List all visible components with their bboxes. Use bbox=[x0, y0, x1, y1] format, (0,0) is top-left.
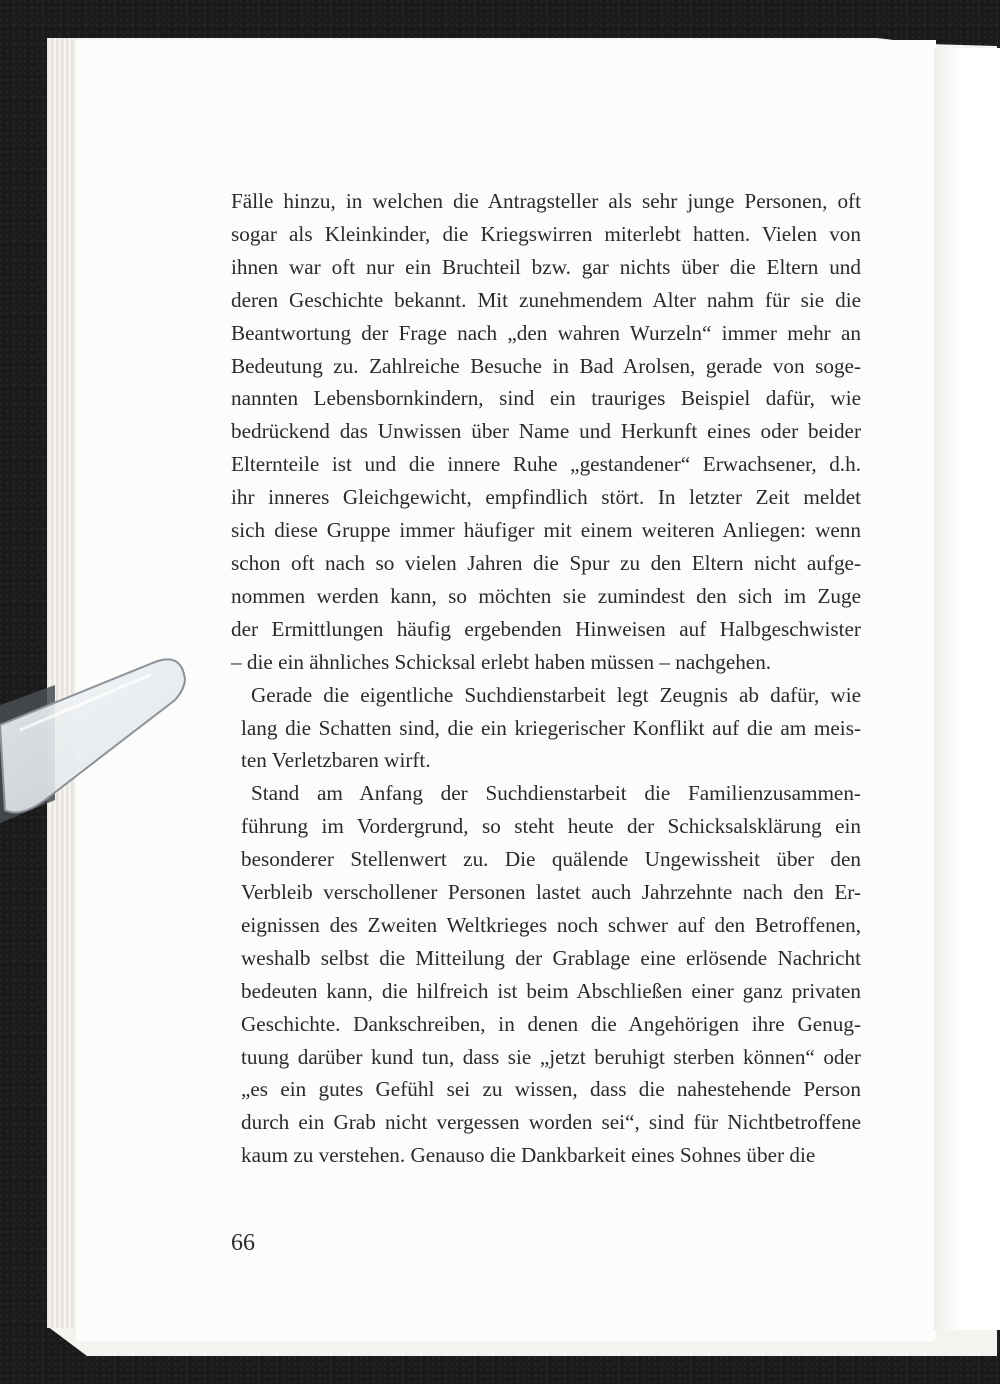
text-line: Fälle hinzu, in welchen die Antragsteller als sehr junge Personen, oft bbox=[231, 189, 861, 213]
text-line: bedrückend das Unwissen über Name und Herkunft eines oder beider bbox=[231, 419, 861, 444]
text-line: Beantwortung der Frage nach „den wahren Wurzeln“ immer mehr an bbox=[231, 320, 861, 345]
text-line: kaum zu verstehen. Genauso die Dankbarkeit eines Sohnes über die bbox=[241, 1143, 816, 1168]
text-line: Stand am Anfang der Suchdienstarbeit die Familienzusammen- bbox=[251, 781, 861, 806]
text-line: sogar als Kleinkinder, die Kriegswirren miterlebt hatten. Vielen von bbox=[231, 221, 861, 246]
text-line: schon oft nach so vielen Jahren die Spur zu den Eltern nicht aufge- bbox=[231, 550, 861, 575]
text-line: Gerade die eigentliche Suchdienstarbeit legt Zeugnis ab dafür, wie bbox=[251, 682, 861, 707]
text-line: Elternteile ist und die innere Ruhe „gestandener“ Erwachsener, d.h. bbox=[231, 452, 861, 477]
text-line: ihr inneres Gleichgewicht, empfindlich stört. In letzter Zeit meldet bbox=[231, 485, 861, 510]
text-line: nannten Lebensbornkindern, sind ein trauriges Beispiel dafür, wie bbox=[231, 386, 861, 411]
page-edges bbox=[47, 38, 77, 1328]
text-line: „es ein gutes Gefühl sei zu wissen, dass die nahestehende Person bbox=[241, 1077, 861, 1102]
paragraph bbox=[231, 679, 861, 778]
text-line: bedeuten kann, die hilfreich ist beim Abschließen einer ganz privaten bbox=[241, 978, 861, 1003]
text-line: Bedeutung zu. Zahlreiche Besuche in Bad Arolsen, gerade von soge- bbox=[231, 353, 861, 378]
text-line: Verbleib verschollener Personen lastet auch Jahrzehnte nach den Er- bbox=[241, 880, 861, 905]
page-number: 66 bbox=[231, 1230, 255, 1256]
text-line: lang die Schatten sind, die ein kriegerischer Konflikt auf die am meis- bbox=[241, 715, 861, 740]
paragraph bbox=[231, 185, 861, 679]
text-line: führung im Vordergrund, so steht heute der Schicksalsklärung ein bbox=[241, 814, 861, 839]
text-line: sich diese Gruppe immer häufiger mit einem weiteren Anliegen: wenn bbox=[231, 518, 861, 543]
text-line: der Ermittlungen häufig ergebenden Hinweisen auf Halbgeschwister bbox=[231, 616, 861, 641]
text-line: ihnen war oft nur ein Bruchteil bzw. gar nichts über die Eltern und bbox=[231, 254, 861, 279]
text-line: besonderer Stellenwert zu. Die quälende Ungewissheit über den bbox=[241, 847, 861, 872]
text-line: – die ein ähnliches Schicksal erlebt haben müssen – nachgehen. bbox=[231, 649, 772, 674]
next-page-edge bbox=[934, 48, 1000, 1330]
text-line: durch ein Grab nicht vergessen worden sei“, sind für Nichtbetroffene bbox=[241, 1110, 861, 1135]
paragraph bbox=[231, 777, 861, 1172]
text-line: Geschichte. Dankschreiben, in denen die Angehörigen ihre Genug- bbox=[241, 1011, 861, 1036]
body-text bbox=[231, 185, 861, 1172]
text-line: eignissen des Zweiten Weltkrieges noch schwer auf den Betroffenen, bbox=[241, 912, 861, 937]
text-line: ten Verletzbaren wirft. bbox=[241, 748, 431, 773]
text-line: tuung darüber kund tun, dass sie „jetzt beruhigt sterben können“ oder bbox=[241, 1044, 861, 1069]
text-line: deren Geschichte bekannt. Mit zunehmendem Alter nahm für sie die bbox=[231, 287, 861, 312]
text-line: nommen werden kann, so möchten sie zumindest den sich im Zuge bbox=[231, 583, 861, 608]
text-line: weshalb selbst die Mitteilung der Grablage eine erlösende Nachricht bbox=[241, 945, 861, 970]
